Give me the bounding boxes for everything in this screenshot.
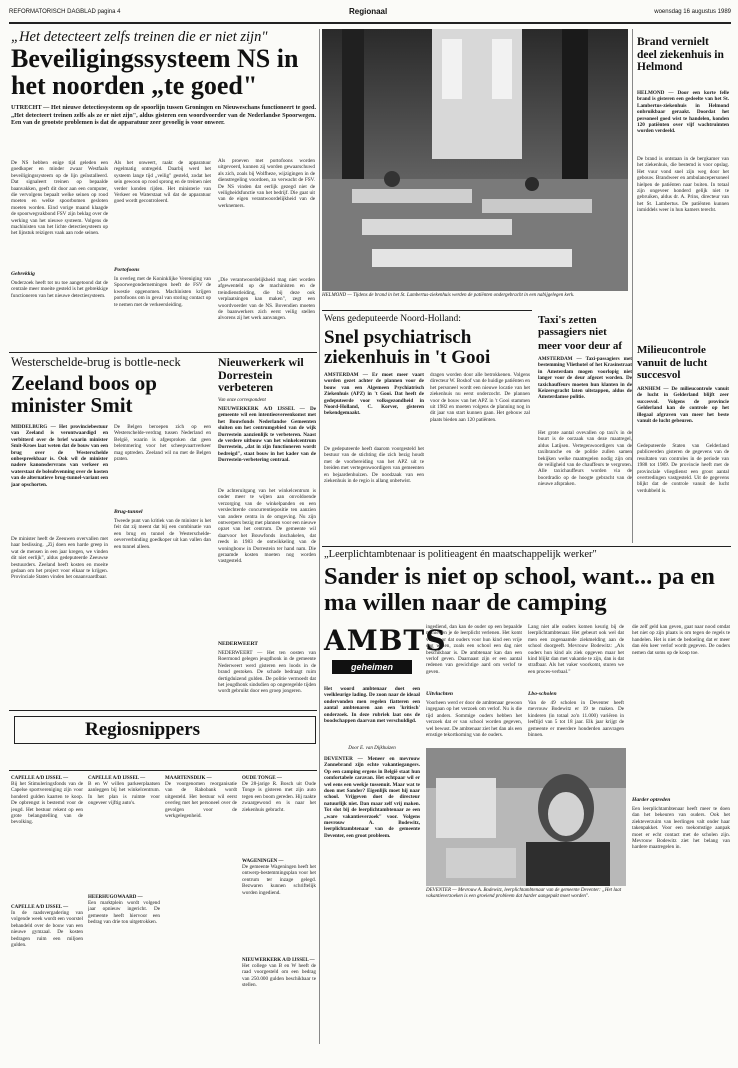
regio-col2-text1: B en W willen parkeerplaatsen aanleggen bij het winkelcentrum. In het plan is ruimte voor ongeveer vijftig auto's. (88, 781, 160, 807)
regio-col2-title1: CAPELLE A/D IJSSEL — (88, 776, 146, 781)
article2-kicker: Westerschelde-brug is bottle-neck (11, 355, 181, 369)
paper-name: REFORMATORISCH DAGBLAD pagina 4 (9, 9, 121, 15)
article1-kicker: „Het detecteert zelfs treinen die er niet zijn" (11, 29, 268, 45)
regio-rule-bottom (9, 770, 317, 771)
section-title: Regionaal (349, 7, 388, 16)
article3-byline: Van onze correspondent (218, 398, 266, 403)
regio-col1-title1: CAPELLE A/D IJSSEL — (11, 776, 69, 781)
article7-col2-text: Lang niet alle ouders komen keurig bij de leerplichtambtenaar. Het gebeurt ook wel dat men een zogenaamde ziekmelding aan de school doorgeeft. Mevrouw Bodewitz: „Als ouders hun kind als ziek opgeven maar het kind blijkt dan met vakantie te zijn, dan is dat strafbaar. Als het vaker voorkomt, sturen we een proces-verbaal." (528, 624, 624, 675)
article7-col2 (528, 624, 624, 744)
article4-rule (322, 310, 532, 311)
article2-rule (9, 352, 317, 353)
regio-col3-text1: De voorgenomen reorganisatie van de Rabobank wordt uitgesteld. Het bestuur wil eerst overleg met het personeel over de gevolgen voor de werkgelegenheid. (165, 781, 237, 820)
regio-banner (14, 716, 316, 744)
article1-col2 (114, 160, 211, 348)
regio-col4-title2: WAGENINGEN — (242, 859, 284, 864)
article6-sub-headline: Milieucontrole vanuit de lucht succesvol (637, 344, 708, 381)
article7-tail-2 (528, 912, 624, 1042)
article4-body1: De gedeputeerde heeft daarom voorgesteld het bestuur van de stichting die zich bezig houdt met de voorbereiding van het APZ uit te breiden met vertegenwoordigers van gemeenten en bejaardenhuizen. De noodzaak van een ziekenhuis in de regio is allang onbetwist. (324, 446, 424, 485)
church-photo (322, 29, 628, 291)
regio-rule-top (9, 710, 317, 711)
article7-headline: Sander is niet op school, want... pa en ma willen naar de camping (324, 563, 715, 616)
article2-sub1: Brug-tunnel (114, 509, 143, 515)
bodewitz-photo-caption: DEVENTER — Mevrouw A. Bodewitz, leerplichtambtenaar van de gemeente Deventer: „Het laat vakantieverzoeken is een groeiend probleem dat harder aangepakt moet worden". (426, 888, 622, 899)
ambtsgeheimen-logo (324, 624, 447, 682)
article6-lead: HELMOND — Door een korte felle brand is gisteren een gedeelte van het St. Lambertus-ziekenhuis in Helmond onbruikbaar geraakt. Doordat het personeel goed wist te handelen, konden 120 patiënten over vijf wachtruimten worden verdeeld. (637, 90, 729, 135)
article7-tail-1 (426, 912, 522, 1042)
bodewitz-portrait-image (426, 748, 626, 886)
article7-col3 (632, 624, 730, 1044)
article6-headline: Brand vernielt deel ziekenhuis in Helmond (637, 36, 724, 73)
article1-lead: UTRECHT — Het nieuwe detectiesysteem op de spoorlijn tussen Groningen en Nieuweschans functioneert te goed. „Het detecteert treinen zelfs als ze er niet zijn", aldus gisteren een woordvoerder van de Nederlandse Spoorwegen. Een van de grootste problemen is dat de apparatuur zeer gevoelig is voor onweer. (11, 104, 316, 126)
article7-sub1: Uitvluchten (426, 691, 454, 697)
article1-sub1: Gebrekkig (11, 271, 35, 277)
church-interior-image (322, 29, 628, 291)
header-rule (9, 22, 731, 24)
article7-col3b: Een leerplichtambtenaar heeft meer te doen dan het bekeuren van ouders. Ook het ziekteverzuim van leerlingen valt onder haar takenpakket. Voor een toekomstige aanpak moet er echt contact met de scholen zijn. Mevrouw Bodewitz ziet het belang van hardere maatregelen in. (632, 806, 730, 851)
regio-col3-title1: MAARTENSDIJK — (165, 776, 212, 781)
article5-kicker: Taxi's zetten passagiers niet (538, 314, 607, 338)
article5-lead: AMSTERDAM — Taxi-passagiers met bestemming Vliethotel of het Krasinstraat in Amsterdam mogen voorlopig niet langer voor de deur afgezet worden. De taxichauffeurs moeten hun klanten in de Keizersgracht laten uitstappen, aldus de Amsterdamse politie. (538, 356, 632, 401)
page-header (9, 7, 731, 21)
article2-headline: Zeeland boos op minister Smit (11, 371, 157, 417)
article5-body: Het grote aantal ovevallen op taxi's in de buurt is de oorzaak van deze maatregel, aldus Latijsen. Vertegenwoordigers van de taxibranche en de politie zullen samen bekijken welke maatregelen nodig zijn om de veiligheid van de chauffeurs te vergroten. Alle taxichauffeurs worden via de boordradio op de hoogte gebracht van de nieuwe afspraken. (538, 430, 632, 488)
regio-col4-text3: Het college van B en W heeft de raad voorgesteld om een bedrag van 250.000 gulden beschikbaar te stellen. (242, 963, 316, 989)
regio-col1 (11, 776, 83, 1046)
logo-main: AMBTS (324, 624, 447, 657)
col-rule-mid (319, 29, 320, 1044)
article3-brief-title: NEDERWEERT (218, 641, 259, 647)
article4-lead: AMSTERDAM — Er moet meer vaart worden gezet achter de plannen voor de bouw van een Algemeen Psychiatrisch Ziekenhuis (APZ) in 't Gooi. Dat heeft de gedeputeerde voor volksgezondheid in Noord-Holland, C. Korver, gisteren bekendgemaakt. (324, 372, 424, 417)
regio-col4 (242, 776, 316, 1046)
article4-headline: Snel psychiatrisch ziekenhuis in 't Gooi (324, 327, 491, 368)
article4-kicker: Wens gedeputeerde Noord-Holland: (324, 314, 461, 324)
article7-kicker: „Leerplichtambtenaar is politieagent én maatschappelijk werker" (324, 549, 597, 560)
article7-byline: Door E. van Dijkhuizen (348, 746, 396, 751)
article1-body1b: Onderzoek heeft tot nu toe aangetoond dat de centrale meer moeite gesteld is het gebrekkige functioneren van het nieuwe detectiesysteem. (11, 280, 108, 299)
article1-body1: De NS hebben enige tijd geleden een goedkoper en minder zwaar Westfaals beveiligingssysteem op de lijn geïnstalleerd. Dat signaleert treinen op bepaalde baanvakken, geeft dit door aan een computer, die vervolgens bepaalt welke seinen op rood moeten en welke spoorbomen gesloten moeten worden. Eind vorige maand klaagde de spoorwegvakbond FSV zijn beklag over de werking van het nieuwe systeem. Volgens de machinisten van het lichte detectiesysteem op het lijnstuk reizigers vaak aan rode seinen. (11, 160, 108, 237)
article2-lead: MIDDELBURG — Het provinciebestuur van Zeeland is verontwaardigd en verbitterd over de brief waarin minister Smit-Kroes laat weten dat de bouw van een brug over de Westerschelde onbespreekbaar is. Ook wil de minister nadere kanonsdervrans van verkeer en waterstaat de bolsubvenning over de kosten van de alternatieve brug-tunnel-variant een jaar opschorten. (11, 424, 108, 488)
regio-col2-text2: Een marktplein wordt volgend jaar opnieuw ingericht. De gemeente heeft hiervoor een bedrag van drie ton uitgetrokken. (88, 900, 160, 926)
regio-col1-text1: Bij het Stimuleringsfonds van de Capelse sportvereniging zijn voor honderd gulden kaarten te koop. De opbrengst is bestemd voor de jeugd. Het bestuur rekent op een grote belangstelling van de bevolking. (11, 781, 83, 826)
article6-body: De brand is ontstaan in de bergkamer van het ziekenhuis, die bestemd is voor opslag. Het vuur vond snel zijn weg door het gebouw. Brandweer en ambulancepersoneel hielpen de patiënten naar buiten. In totaal zijn ongeveer honderd gelijk niet te gebruiken, aldus dr. A. Prins, directeur van het St. Lambertus. De patiënten kunnen inmiddels weer in hun kamers terecht. (637, 156, 729, 214)
regio-col4-text2: De gemeente Wageningen heeft het ontwerp-bestemmingsplan voor het centrum ter inzage gelegd. Bezwaren kunnen schriftelijk worden ingediend. (242, 864, 316, 896)
article2-body2b: Tweede punt van kritiek van de minister is het feit dat zij meent dat bij een combinatie van een brug en tunnel de Westerschelde-oeververbinding goedkoper uit kan vallen dan een tunnel alleen. (114, 518, 211, 550)
article7-col1-text: ingediend, dan kan de ouder op een bepaalde manier en je de leerplicht verlenen. Het komt veel voor dat ouders voor hun kind een vrije dag willen, zoals een school een dag niet beschikbaar is. De ambtenaar kan dan een verlof geven. Daarnaast zijn er een aantal redenen van gewichtige aard om verlof te geven. (426, 624, 522, 675)
article7-sub3: Harder optreden (632, 797, 671, 803)
col-rule-right (632, 29, 633, 543)
article1-body2: Als het onweert, raakt de apparatuur regelmatig ontregeld. Daarbij werd het systeem lange tijd „veilig" gesteld, zodat het sein gewoon op rood sprong en de treinen niet verder konden rijden. Het ministerie van Verkeer en Waterstaat wil dat de apparatuur goed wordt gecontroleerd. (114, 160, 211, 205)
regio-col1-text2: In de raadsvergadering van volgende week wordt een voorstel behandeld over de bouw van een nieuwe gymzaal. De kosten bedragen ruim een miljoen gulden. (11, 910, 83, 949)
article1-headline: Beveiligingssysteem NS in het noorden „te goed" (11, 44, 299, 100)
regio-title: Regiosnippers (85, 719, 201, 740)
article2-col2 (114, 424, 211, 704)
article3-lead: NIEUWERKERK A/D IJSSEL — De gemeente wil een intentieovereenkomst met het Bouwfonds Nederlandse Gemeenten sluiten om het centrumgebied van de wijk Dorrestein aanzienlijk te verbeteren. Naast de verdere uitbouw van het winkelcentrum Dorrestein, „dat in zijn functioneren wordt bedreigd", staat bouw in het kader van de Dorrestein-verbetering centraal. (218, 406, 316, 464)
article6-sub-body: Gedeputeerde Staten van Gelderland publiceerden gisteren de gegevens van de resultaten van controles in de periode van 1988 tot 1989. De provincie heeft met de provinciale vliegdienst een groot aantal overtredingen vastgesteld. Uit de gegevens blijkt dat de controle vanuit de lucht verdubbeld is. (637, 443, 729, 494)
article7-sub2: Lbo-scholen (528, 691, 557, 697)
regio-col4-title1: OUDE TONGE — (242, 776, 282, 781)
article1-body3b: „Die verantwoordelijkheid mag niet worden afgewenteld op de machinisten en de treindienstleiding, die bij deze ook verplaatsingen kan maken", zegt een woordvoerder van de NS. Bovendien moeten de baanwerkers zich eerst veilig stellen alvorens zij het werk aanvangen. (218, 277, 315, 322)
regio-col1-title2: CAPELLE A/D IJSSEL — (11, 905, 69, 910)
article1-body3: Als proeven met portofoons worden uitgevoerd, kunnen zij worden gewaarschuwd als zich, zoals bij Wolfheze, wijzigingen in de dienstregeling voordoen, zo verwacht de FSV. De NS vinden dat eerlijk gezegd niet de veiligheidsfunctie van het bedrijf. Die gaat uit van de eigen verantwoordelijkheid van de werknemers. (218, 158, 315, 209)
article7-lead: DEVENTER — Meneer en mevrouw Zonnebrand zijn echte vakantiegangers. Op een camping ergens in België staat hun comfortabele caravan. Het echtpaar wil er wel eens een weekje tussenuit. Maar wat te doen met Sander? Eigenlijk moet hij naar school. Vrijgeven doet de directeur natuurlijk niet. Dan maar zelf vrij maken. Tot slot bij de leerplichtambtenaar ze een „ware vakantieverzoek" voor. Volgens mevrouw A. Bodewitz, leerplichtambtenaar van de gemeente Deventer, een groot probleem. (324, 756, 420, 839)
article7-rule (322, 546, 731, 547)
article5-headline: meer voor deur af (538, 340, 623, 352)
page-date: woensdag 16 augustus 1989 (654, 9, 731, 15)
article6-sub-lead: ARNHEM — De milieucontrole vanuit de lucht in Gelderland blijft zeer succesvol. Volgens de provincie Gelderland kan de controle op het illegaal afgraven van meer het beste vanuit de lucht gebeuren. (637, 386, 729, 425)
article1-col3 (218, 104, 315, 348)
regio-col3 (165, 776, 237, 1046)
article3-headline: Nieuwerkerk wil Dorrestein verbeteren (218, 355, 304, 394)
article4-body2: dragen worden door alle betrokkenen. Volgens directeur W. Boshof van de huidige patiënten en het personeel wordt een nieuwe locatie van het ziekenhuis nu eerst onderzocht. De plannen voor de bouw van het APZ in 't Gooi stammen uit 1982 en moeten volgens de planning nog in dit jaar van start kunnen gaan. Het gebouw zal plaats bieden aan 120 patiënten. (430, 372, 530, 423)
regio-col2-title2: HEERHUGOWAARD — (88, 895, 143, 900)
article1-col1 (11, 160, 108, 348)
article7-intro: Het woord ambtenaar doet een veelkleurige lading. De zoon naar de ideaal ondervonden men regelen fiatteren een aantal ambtenaren aan een 'kritisch' onderzoek. In deze rubriek laat ons de boodschappen daarvan met verschuldigd. (324, 686, 420, 725)
article7-col3-text: die zelf geld kan geven, gaat naar nood omdat het niet op zijn plaats is om tegen de regels te handelen. Het is niet de bedoeling dat er meer dan één keer verlof wordt gegeven. De ouders nemen dat soms op de koop toe. (632, 624, 730, 656)
article3-body: De achteruitgang van het winkelcentrum is onder meer te wijten aan onvoldoende verzorging van de winkelpanden en een verslechterde concurrentiepositie ten aanzien van andere centra in de omgeving. Nu zijn ontwerpers bezig met plannen voor een nieuwe opzet van het centrum. De gemeente wil daarvoor het Bouwfonds inschakelen, dat reeds in 1983 de ontwikkeling van de woningbouw in Dorrestein ter hand nam. Die geraamde kosten moeten nog worden vastgesteld. (218, 488, 316, 565)
church-photo-caption: HELMOND — Tijdens de brand in het St. Lambertus-ziekenhuis werden de patiënten ondergebracht in een nabijgelegen kerk. (322, 293, 575, 298)
article1-body2b: In overleg met de Koninklijke Vereniging van Spoorwegondernemingen heeft de FSV de kwestie opgenomen. Machinisten krijgen portofoons om in geval van storing contact op te nemen met de verkeersleiding. (114, 276, 211, 308)
article1-sub2: Portofoons (114, 267, 140, 273)
article3-brief: NEDERWEERT — Het ten oosten van Roermond gelegen jeugdhonk in de gemeente Nederweert werd gisteren een loods in de brand gestoken. De schade bedraagt ruim dertigduizend gulden. De politie vermoedt dat het jeugdhonk sindsdien op ongeregelde tijden wordt gebruikt door een groep jongeren. (218, 650, 316, 695)
regio-col4-text1: De 28-jarige R. Bosch uit Oude Tonge is gisteren met zijn auto tegen een boom gereden. Hij raakte zwaargewond en is naar het ziekenhuis gebracht. (242, 781, 316, 813)
article7-col1 (426, 624, 522, 744)
article2-body1: De minister heeft de Zeeuwen overvallen met haar beslissing. „Zij doen een harde greep in wat de mensen in een jaar kregen, we vinden dit niet eerlijk", aldus gedeputeerde Zeeuwse bestuurders. Zeeland heeft kosten en moeite gedaan om het project voor elkaar te krijgen. Provinciale Staten vinden het onaanvaardbaar. (11, 536, 108, 581)
article7-col2b: Van de 49 scholen in Deventer heeft mevrouw Bodewitz er 19 te maken. De kinderen (in totaal zo'n 11.000) variëren in leeftijd van 5 tot 18 jaar. Elk jaar krijgt de gemeente er meerdere honderden aanvragen binnen. (528, 700, 624, 739)
regio-col4-title3: NIEUWERKERK A/D IJSSEL — (242, 958, 315, 963)
article7-col1b: Voorheen werd er door de ambtenaar gewoon ingegaan op het verzoek om verlof. Nu is die tijd anders. Sommige ouders hebben het verzoek dat er van school worden gegeven, wel bewust. De ambtenaar ziet het dan als een ernstige tekortkoming van de ouders. (426, 700, 522, 739)
regio-col2 (88, 776, 160, 1046)
article2-body2: De Belgen beroepen zich op een Westerschelde-verdrag tussen Nederland en België, waarin is afgesproken dat geen belemmering voor het scheepvaartverkeer mag optreden. Zeeland wil nu met de Belgen praten. (114, 424, 211, 463)
logo-sub: geheimen (332, 660, 412, 674)
bodewitz-photo (426, 748, 626, 886)
